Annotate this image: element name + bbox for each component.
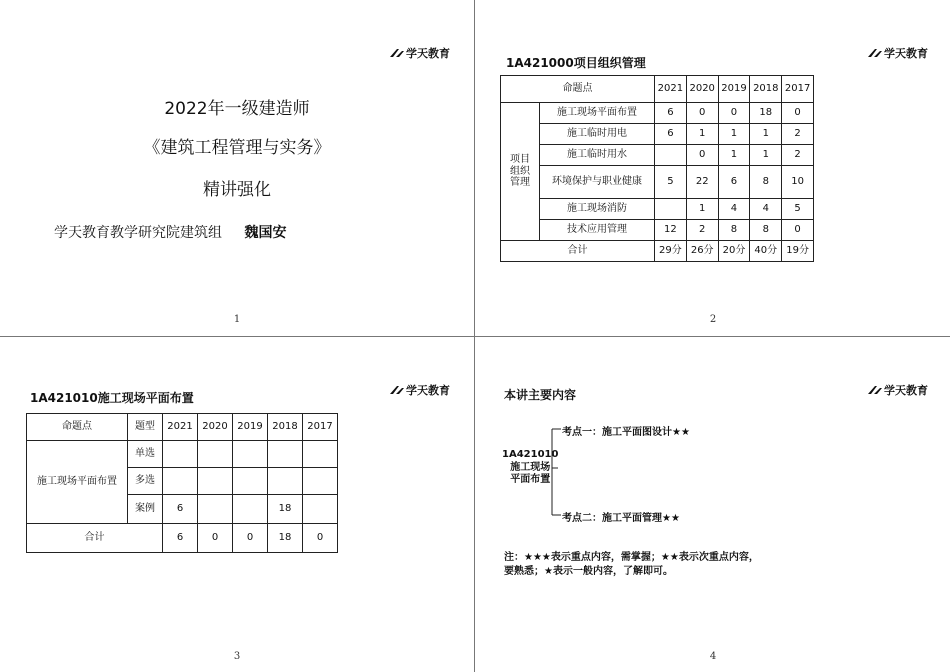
author-line xyxy=(54,222,286,242)
type-label: 多选 xyxy=(128,468,163,495)
header-cell: 2018 xyxy=(268,414,303,441)
score-cell: 5 xyxy=(782,199,814,220)
table-row xyxy=(501,145,814,166)
table-total-row xyxy=(501,241,814,262)
score-cell: 18 xyxy=(750,103,782,124)
header-cell: 2017 xyxy=(782,76,814,103)
score-cell xyxy=(655,199,687,220)
score-cell: 8 xyxy=(718,220,750,241)
title-line-2: 《建筑工程管理与实务》 xyxy=(143,138,331,158)
score-cell xyxy=(233,468,268,495)
score-cell xyxy=(303,468,338,495)
score-cell: 1 xyxy=(718,145,750,166)
brand-name: 学天教育 xyxy=(406,47,450,60)
score-cell xyxy=(268,441,303,468)
row-label: 施工现场平面布置 xyxy=(540,103,655,124)
header-cell: 命题点 xyxy=(27,414,128,441)
score-cell: 0 xyxy=(686,103,718,124)
total-cell: 40分 xyxy=(750,241,782,262)
page-number: 3 xyxy=(233,651,241,662)
score-cell xyxy=(268,468,303,495)
topic-type-table xyxy=(26,413,338,553)
outline-point-2: 考点二：施工平面管理★★ xyxy=(562,513,680,524)
header-cell: 命题点 xyxy=(501,76,655,103)
brand-name: 学天教育 xyxy=(884,384,928,397)
page-number: 2 xyxy=(709,314,717,325)
score-cell: 0 xyxy=(686,145,718,166)
slide-heading: 1A421000项目组织管理 xyxy=(506,56,646,70)
score-cell xyxy=(655,145,687,166)
brand-logo xyxy=(390,45,450,61)
score-cell: 6 xyxy=(655,124,687,145)
score-cell: 0 xyxy=(718,103,750,124)
total-cell: 26分 xyxy=(686,241,718,262)
total-cell: 0 xyxy=(303,524,338,553)
score-cell: 6 xyxy=(163,495,198,524)
type-label: 案例 xyxy=(128,495,163,524)
header-cell: 2017 xyxy=(303,414,338,441)
total-cell: 0 xyxy=(233,524,268,553)
slide-1 xyxy=(0,0,474,335)
outline-bracket xyxy=(476,337,950,672)
brand-logo-icon xyxy=(868,48,882,58)
score-cell: 6 xyxy=(655,103,687,124)
slide-heading: 1A421010施工现场平面布置 xyxy=(30,391,194,405)
score-cell: 4 xyxy=(718,199,750,220)
score-cell xyxy=(198,468,233,495)
total-cell: 20分 xyxy=(718,241,750,262)
total-cell: 18 xyxy=(268,524,303,553)
brand-logo-icon xyxy=(390,48,404,58)
outline-root: 1A421010 施工现场 平面布置 xyxy=(502,449,559,485)
table-header-row xyxy=(501,76,814,103)
score-cell: 2 xyxy=(686,220,718,241)
score-cell: 1 xyxy=(686,199,718,220)
title-line-1: 2022年一级建造师 xyxy=(164,99,310,119)
author-name: 魏国安 xyxy=(244,225,287,241)
score-cell xyxy=(233,495,268,524)
brand-logo xyxy=(390,382,450,398)
total-cell: 6 xyxy=(163,524,198,553)
total-label: 合计 xyxy=(501,241,655,262)
score-cell: 0 xyxy=(782,220,814,241)
score-cell: 8 xyxy=(750,220,782,241)
score-cell: 8 xyxy=(750,166,782,199)
table-total-row xyxy=(27,524,338,553)
score-cell xyxy=(163,468,198,495)
total-cell: 29分 xyxy=(655,241,687,262)
note-line-1: 注：★★★表示重点内容，需掌握；★★表示次重点内容， xyxy=(504,552,759,563)
title-line-3: 精讲强化 xyxy=(203,180,271,200)
page-number: 4 xyxy=(709,651,717,662)
table-row xyxy=(501,166,814,199)
outline-point-1: 考点一：施工平面图设计★★ xyxy=(562,427,690,438)
brand-name: 学天教育 xyxy=(406,384,450,397)
score-cell: 12 xyxy=(655,220,687,241)
header-cell: 题型 xyxy=(128,414,163,441)
score-cell: 1 xyxy=(750,124,782,145)
total-cell: 19分 xyxy=(782,241,814,262)
score-cell xyxy=(233,441,268,468)
slide-2 xyxy=(476,0,950,335)
score-cell xyxy=(303,495,338,524)
brand-logo-icon xyxy=(390,385,404,395)
row-label: 施工临时用水 xyxy=(540,145,655,166)
type-label: 单选 xyxy=(128,441,163,468)
score-cell: 22 xyxy=(686,166,718,199)
table-row xyxy=(501,103,814,124)
group-label: 施工现场平面布置 xyxy=(27,441,128,524)
table-row xyxy=(27,441,338,468)
page-number: 1 xyxy=(233,314,241,325)
slide-3 xyxy=(0,337,474,672)
score-cell xyxy=(303,441,338,468)
table-row xyxy=(501,220,814,241)
total-label: 合计 xyxy=(27,524,163,553)
score-cell xyxy=(163,441,198,468)
note-line-2: 要熟悉；★表示一般内容，了解即可。 xyxy=(504,566,673,577)
score-cell: 1 xyxy=(718,124,750,145)
table-row xyxy=(501,124,814,145)
header-cell: 2021 xyxy=(163,414,198,441)
score-cell: 5 xyxy=(655,166,687,199)
brand-name: 学天教育 xyxy=(884,47,928,60)
score-cell: 18 xyxy=(268,495,303,524)
score-cell: 10 xyxy=(782,166,814,199)
header-cell: 2021 xyxy=(655,76,687,103)
total-cell: 0 xyxy=(198,524,233,553)
topic-score-table xyxy=(500,75,814,262)
header-cell: 2019 xyxy=(718,76,750,103)
brand-logo xyxy=(868,45,928,61)
header-cell: 2018 xyxy=(750,76,782,103)
author-org: 学天教育教学研究院建筑组 xyxy=(54,225,222,241)
group-label: 项目 组织 管理 xyxy=(501,103,540,241)
score-cell: 6 xyxy=(718,166,750,199)
slide-4 xyxy=(476,337,950,672)
header-cell: 2020 xyxy=(198,414,233,441)
table-row xyxy=(501,199,814,220)
score-cell: 1 xyxy=(686,124,718,145)
header-cell: 2019 xyxy=(233,414,268,441)
score-cell: 2 xyxy=(782,124,814,145)
row-label: 施工现场消防 xyxy=(540,199,655,220)
row-label: 环境保护与职业健康 xyxy=(540,166,655,199)
row-label: 技术应用管理 xyxy=(540,220,655,241)
row-label: 施工临时用电 xyxy=(540,124,655,145)
score-cell: 4 xyxy=(750,199,782,220)
slide-heading: 本讲主要内容 xyxy=(504,388,577,402)
score-cell xyxy=(198,495,233,524)
header-cell: 2020 xyxy=(686,76,718,103)
score-cell: 0 xyxy=(782,103,814,124)
score-cell xyxy=(198,441,233,468)
score-cell: 1 xyxy=(750,145,782,166)
legend-note xyxy=(504,551,759,579)
score-cell: 2 xyxy=(782,145,814,166)
table-header-row xyxy=(27,414,338,441)
